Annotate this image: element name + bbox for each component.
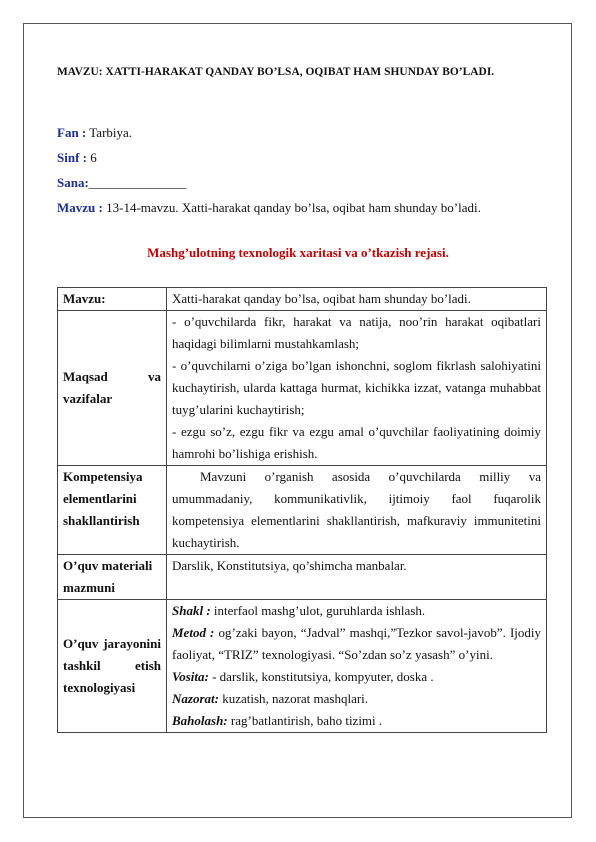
topic-label: Mavzu : <box>57 200 103 215</box>
goal-item: - ezgu so’z, ezgu fikr va ezgu amal o’quvchilar faoliyatining doimiy hamrohi bo’lishiga erishish. <box>172 424 541 461</box>
topic-value: 13-14-mavzu. Xatti-harakat qanday bo’lsa, oqibat ham shunday bo’ladi. <box>106 200 481 215</box>
plan-table <box>57 287 547 733</box>
meta-date <box>57 175 186 191</box>
row-value: Xatti-harakat qanday bo’lsa, oqibat ham shunday bo’ladi. <box>167 288 547 311</box>
table-row <box>58 600 547 733</box>
row-value <box>167 600 547 733</box>
nazorat-label: Nazorat: <box>172 691 219 706</box>
subject-label: Fan : <box>57 125 87 140</box>
row-label <box>58 600 167 733</box>
nazorat-line <box>172 688 541 710</box>
document-title: MAVZU: XATTI-HARAKAT QANDAY BO’LSA, OQIBAT HAM SHUNDAY BO’LADI. <box>57 66 495 78</box>
baholash-line <box>172 710 541 732</box>
shakl-label: Shakl : <box>172 603 211 618</box>
row-label-text: Kompetensiya elementlarini shakllantirish <box>63 469 143 528</box>
shakl-value: interfaol mashg’ulot, guruhlarda ishlash. <box>210 603 426 618</box>
row-label <box>58 555 167 600</box>
row-label <box>58 466 167 555</box>
table-row <box>58 555 547 600</box>
grade-value: 6 <box>90 150 97 165</box>
nazorat-value: kuzatish, nazorat mashqlari. <box>218 691 369 706</box>
vosita-line <box>172 666 541 688</box>
goal-item: - o’quvchilarni o’ziga bo’lgan ishonchni, soglom fikrlash salohiyatini kuchaytirish, ularda kattaga hurmat, kichikka izzat, vatanga muhabbat tuyg’ularini kuchaytirish; <box>172 358 541 417</box>
metod-label: Metod : <box>172 625 215 640</box>
subject-value: Tarbiya. <box>89 125 133 140</box>
row-value: Darslik, Konstitutsiya, qo’shimcha manbalar. <box>167 555 547 600</box>
meta-grade <box>57 150 97 166</box>
meta-topic <box>57 200 481 216</box>
table-row <box>58 466 547 555</box>
row-value <box>167 311 547 466</box>
goal-item: - o’quvchilarda fikr, harakat va natija, noo’rin harakat oqibatlari haqidagi bilimlarni mustahkamlash; <box>172 314 541 351</box>
row-label-text: Mavzu: <box>63 291 106 306</box>
row-label-text: O’quv materiali mazmuni <box>63 558 153 595</box>
date-value: _______________ <box>88 175 187 190</box>
row-label <box>58 288 167 311</box>
table-row <box>58 311 547 466</box>
vosita-label: Vosita: <box>172 669 209 684</box>
baholash-value: rag’batlantirish, baho tizimi . <box>227 713 383 728</box>
row-value <box>167 466 547 555</box>
vosita-value: - darslik, konstitutsiya, kompyuter, doska . <box>208 669 434 684</box>
table-row <box>58 288 547 311</box>
competence-text: Mavzuni o’rganish asosida o’quvchilarda milliy va umummadaniy, kommunikativlik, ijtimoiy faol fuqarolik kompetensiya elementlarini shakllantirish, mafkuraviy immunitetini kuchaytirish. <box>172 469 541 550</box>
row-label-text: O’quv jarayonini tashkil etish texnologiyasi <box>63 636 161 695</box>
plan-heading: Mashg’ulotning texnologik xaritasi va o’tkazish rejasi. <box>147 245 449 260</box>
row-label <box>58 311 167 466</box>
baholash-label: Baholash: <box>172 713 228 728</box>
date-label: Sana: <box>57 175 89 190</box>
row-label-text: Maqsad va vazifalar <box>63 369 161 406</box>
shakl-line <box>172 600 541 622</box>
meta-subject <box>57 125 132 141</box>
metod-line <box>172 622 541 666</box>
metod-value: og’zaki bayon, “Jadval” mashqi,”Tezkor savol-javob”. Ijodiy faoliyat, “TRIZ” texnologiyasi. “So’zdan so’z yasash” o’yini. <box>172 625 541 662</box>
grade-label: Sinf : <box>57 150 87 165</box>
